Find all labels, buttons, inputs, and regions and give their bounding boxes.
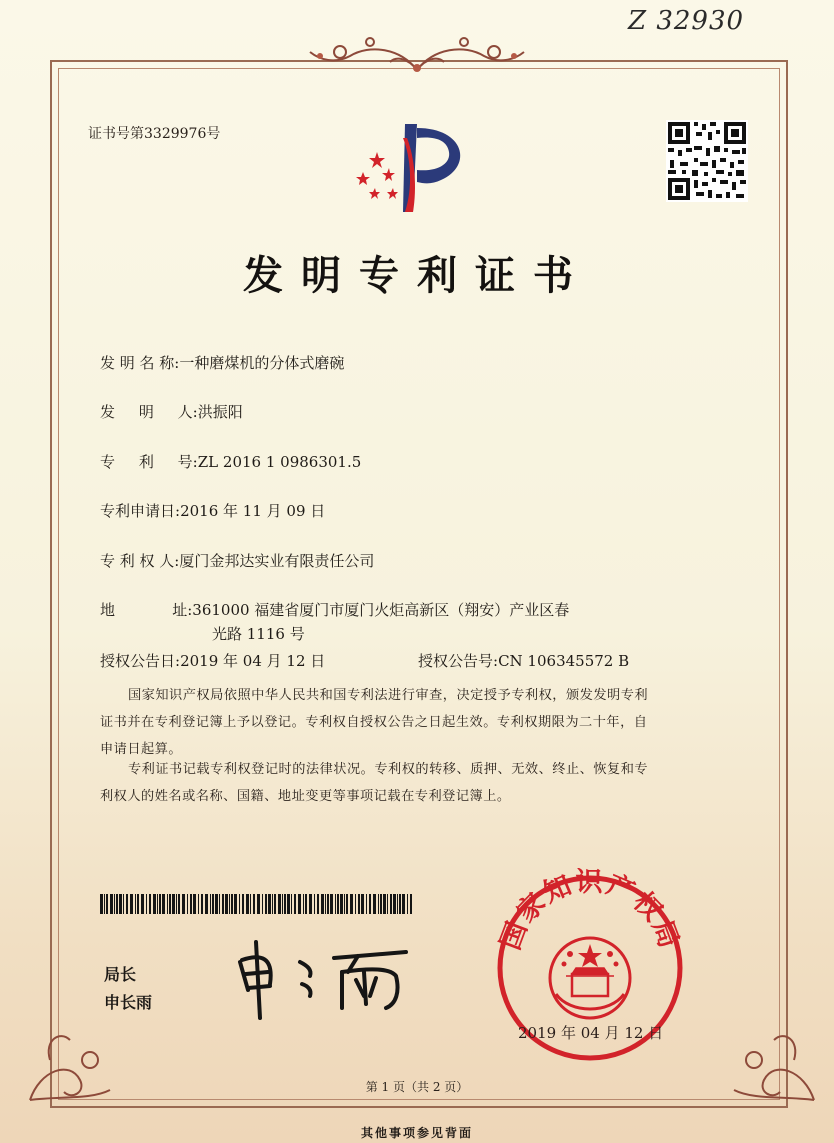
barcode-bar (106, 894, 108, 914)
field-value: 361000 福建省厦门市厦门火炬高新区（翔安）产业区春 (192, 601, 570, 619)
barcode-bar (146, 894, 147, 914)
field-grant-date (100, 650, 325, 671)
barcode-bar (257, 894, 260, 914)
barcode-bar (305, 894, 307, 914)
barcode-bar (141, 894, 144, 914)
field-invention-name (100, 352, 344, 373)
barcode-bar (337, 894, 339, 914)
barcode-bar (159, 894, 161, 914)
barcode-bar (410, 894, 412, 914)
barcode-bar (222, 894, 224, 914)
director-name: 申长雨 (104, 993, 153, 1012)
barcode-bar (176, 894, 177, 914)
paragraph-line: 国家知识产权局依照中华人民共和国专利法进行审查，决定授予专利权，颁发发明专利 (128, 688, 649, 703)
field-label: 发 明 人: (100, 403, 198, 421)
national-emblem-icon (550, 938, 630, 1018)
paragraph-line: 利权人的姓名或名称、国籍、地址变更等事项记载在专利登记簿上。 (100, 789, 511, 804)
barcode-bar (242, 894, 244, 914)
barcode-bar (274, 894, 276, 914)
barcode-bar (361, 894, 364, 914)
barcode-bar (314, 894, 315, 914)
field-value: 厦门金邦达实业有限责任公司 (179, 552, 375, 570)
barcode-bar (215, 894, 218, 914)
barcode-bar (250, 894, 251, 914)
barcode-bar (225, 894, 228, 914)
barcode-bar (169, 894, 171, 914)
barcode-bar (287, 894, 290, 914)
field-value: 2019 年 04 月 12 日 (180, 652, 326, 670)
barcode-bar (110, 894, 113, 914)
barcode-bar (182, 894, 185, 914)
barcode-bar (335, 894, 336, 914)
barcode-bar (407, 894, 408, 914)
barcode-bar (253, 894, 255, 914)
field-label: 专利申请日: (100, 502, 181, 520)
barcode-bar (123, 894, 124, 914)
seal-date: 2019 年 04 月 12 日 (518, 1024, 664, 1042)
barcode-bar (330, 894, 333, 914)
field-value: 光路 1116 号 (212, 625, 305, 643)
field-label: 授权公告号: (418, 652, 499, 670)
barcode-bar (317, 894, 319, 914)
barcode-bar (393, 894, 396, 914)
field-grant-number (418, 650, 629, 671)
barcode-bar (321, 894, 324, 914)
barcode-bar (291, 894, 292, 914)
barcode-bar (383, 894, 386, 914)
field-value: CN 106345572 B (498, 652, 630, 670)
barcode-bar (265, 894, 267, 914)
barcode-bar (234, 894, 237, 914)
barcode-bar (402, 894, 405, 914)
barcode-bar (229, 894, 230, 914)
barcode-bar (268, 894, 271, 914)
page-title: 发明专利证书 (243, 253, 591, 299)
barcode-bar (340, 894, 343, 914)
paragraph-line: 证书并在专利登记簿上予以登记。专利权自授权公告之日起生效。专利权期限为二十年，自 (100, 715, 648, 730)
barcode-bar (390, 894, 392, 914)
barcode-bar (350, 894, 353, 914)
barcode-bar (201, 894, 203, 914)
director-signature (230, 932, 430, 1022)
field-label: 专 利 权 人: (100, 552, 180, 570)
barcode-bar (104, 894, 105, 914)
seal-text: 国家知识产权局 (495, 868, 685, 954)
paragraph-line: 专利证书记载专利权登记时的法律状况。专利权的转移、质押、无效、终止、恢复和专 (128, 762, 649, 777)
field-label: 专 利 号: (100, 453, 198, 471)
barcode-bar (162, 894, 165, 914)
barcode-bar (157, 894, 158, 914)
barcode-bar (210, 894, 211, 914)
barcode-bar (369, 894, 371, 914)
barcode-bar (212, 894, 214, 914)
field-address-line2 (212, 623, 305, 644)
paragraph-grant (100, 682, 740, 763)
barcode-bar (172, 894, 175, 914)
barcode-bar (298, 894, 301, 914)
barcode-bar (282, 894, 283, 914)
director-title: 局长 (104, 965, 137, 984)
qr-code (666, 120, 748, 202)
barcode-bar (198, 894, 199, 914)
barcode-bar (294, 894, 296, 914)
field-label: 地 址: (100, 601, 193, 619)
field-application-date (100, 500, 325, 521)
barcode-bar (100, 894, 103, 914)
barcode-bar (399, 894, 401, 914)
barcode-bar (378, 894, 379, 914)
barcode-bar (272, 894, 273, 914)
barcode-bar (126, 894, 128, 914)
barcode-bar (325, 894, 326, 914)
barcode-bar (373, 894, 376, 914)
barcode-bar (355, 894, 356, 914)
barcode-bar (130, 894, 133, 914)
barcode-bar (137, 894, 139, 914)
barcode-bar (303, 894, 304, 914)
field-value: 洪振阳 (197, 403, 243, 421)
barcode-bar (262, 894, 263, 914)
barcode-bar (239, 894, 240, 914)
barcode-bar (219, 894, 220, 914)
barcode-bar (205, 894, 208, 914)
barcode-bar (387, 894, 388, 914)
barcode-bar (231, 894, 233, 914)
field-value: 一种磨煤机的分体式磨碗 (179, 354, 345, 372)
field-label: 发 明 名 称: (100, 354, 180, 372)
barcode-bar (187, 894, 188, 914)
field-inventor (100, 401, 243, 422)
field-value: 2016 年 11 月 09 日 (180, 502, 326, 520)
barcode-bar (358, 894, 360, 914)
back-note: 其他事项参见背面 (360, 1126, 473, 1140)
paragraph-legal-status (100, 756, 740, 810)
field-patent-number (100, 451, 361, 472)
barcode-bar (246, 894, 249, 914)
field-address (100, 599, 569, 620)
barcode-bar (193, 894, 196, 914)
handwritten-note: Z 32930 (628, 6, 745, 36)
barcode-bar (167, 894, 168, 914)
barcode-bar (278, 894, 281, 914)
barcode-bar (135, 894, 136, 914)
barcode-bar (366, 894, 367, 914)
barcode-bar (153, 894, 156, 914)
paragraph-line: 申请日起算。 (100, 742, 183, 757)
certificate-number: 证书号第3329976号 (88, 126, 221, 142)
barcode-bar (327, 894, 329, 914)
field-label: 授权公告日: (100, 652, 181, 670)
barcode-bar (309, 894, 312, 914)
barcode-bar (284, 894, 286, 914)
barcode-bar (380, 894, 382, 914)
barcode-bar (344, 894, 345, 914)
svg-text:国家知识产权局 (495, 868, 685, 954)
barcode-bar (116, 894, 118, 914)
barcode-bar (190, 894, 192, 914)
field-patentee (100, 550, 374, 571)
barcode (100, 894, 414, 914)
barcode-bar (178, 894, 180, 914)
field-value: ZL 2016 1 0986301.5 (197, 453, 362, 471)
barcode-bar (119, 894, 122, 914)
page-number: 第 1 页（共 2 页） (365, 1080, 469, 1094)
top-ornament (300, 30, 534, 78)
barcode-bar (149, 894, 151, 914)
barcode-bar (397, 894, 398, 914)
patent-office-logo (355, 118, 485, 218)
barcode-bar (346, 894, 348, 914)
barcode-bar (114, 894, 115, 914)
